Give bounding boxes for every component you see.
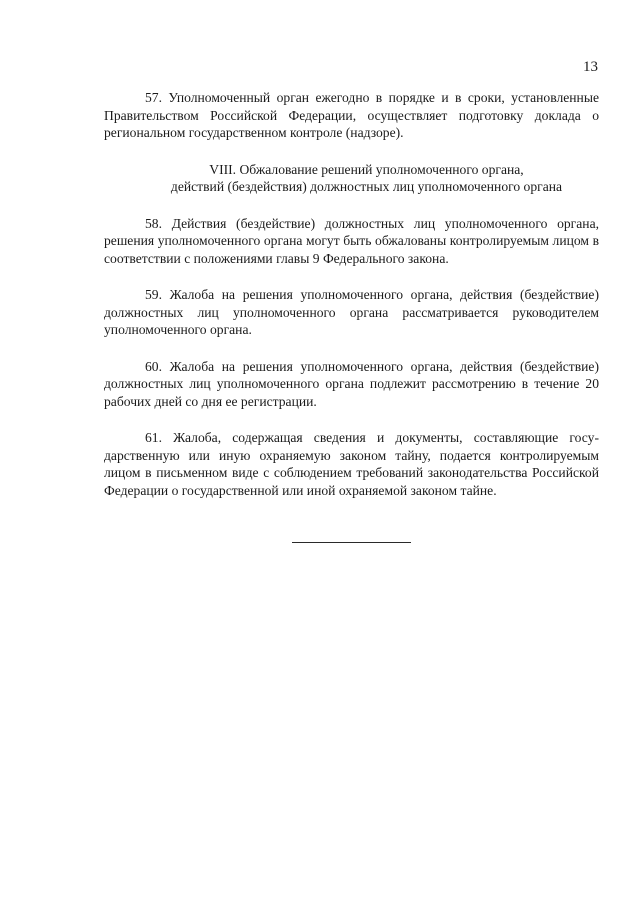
end-divider-line <box>292 542 411 543</box>
paragraph-57: 57. Уполномоченный орган ежегодно в порядке и в сроки, установленные Правительством Российской Федерации, осуществляет подготовку доклада о региональном государственном контроле (надзоре). <box>104 90 599 140</box>
page-number: 13 <box>583 59 598 75</box>
paragraph-59: 59. Жалоба на решения уполномоченного органа, действия (бездействие) должностных лиц уполномоченного органа рассматривается руководителем уполномоченного органа. <box>104 287 599 337</box>
section-heading-viii <box>104 161 599 196</box>
paragraph-61: 61. Жалоба, содержащая сведения и документы, составляющие государственную или иную охраняемую законом тайну, подается контролируемым лицом в письменном виде с соблюдением требований законодательства Российской Федерации о государственной или иной охраняемой законом тайне. <box>104 430 599 498</box>
section-heading-line-2: действий (бездействия) должностных лиц уполномоченного органа <box>170 179 563 194</box>
document-body <box>104 89 599 499</box>
paragraph-60: 60. Жалоба на решения уполномоченного органа, действия (бездействие) должностных лиц уполномоченного органа подлежит рассмотрению в течение 20 рабочих дней со дня ее регистрации. <box>104 358 599 409</box>
section-heading-line-1: VIII. Обжалование решений уполномоченного органа, <box>209 161 524 177</box>
paragraph-58: 58. Действия (бездействие) должностных лиц уполномоченного органа, решения уполномоченного органа могут быть обжалованы контролируемым лицом в соответствии с положениями главы 9 Федерального закона. <box>104 215 599 266</box>
